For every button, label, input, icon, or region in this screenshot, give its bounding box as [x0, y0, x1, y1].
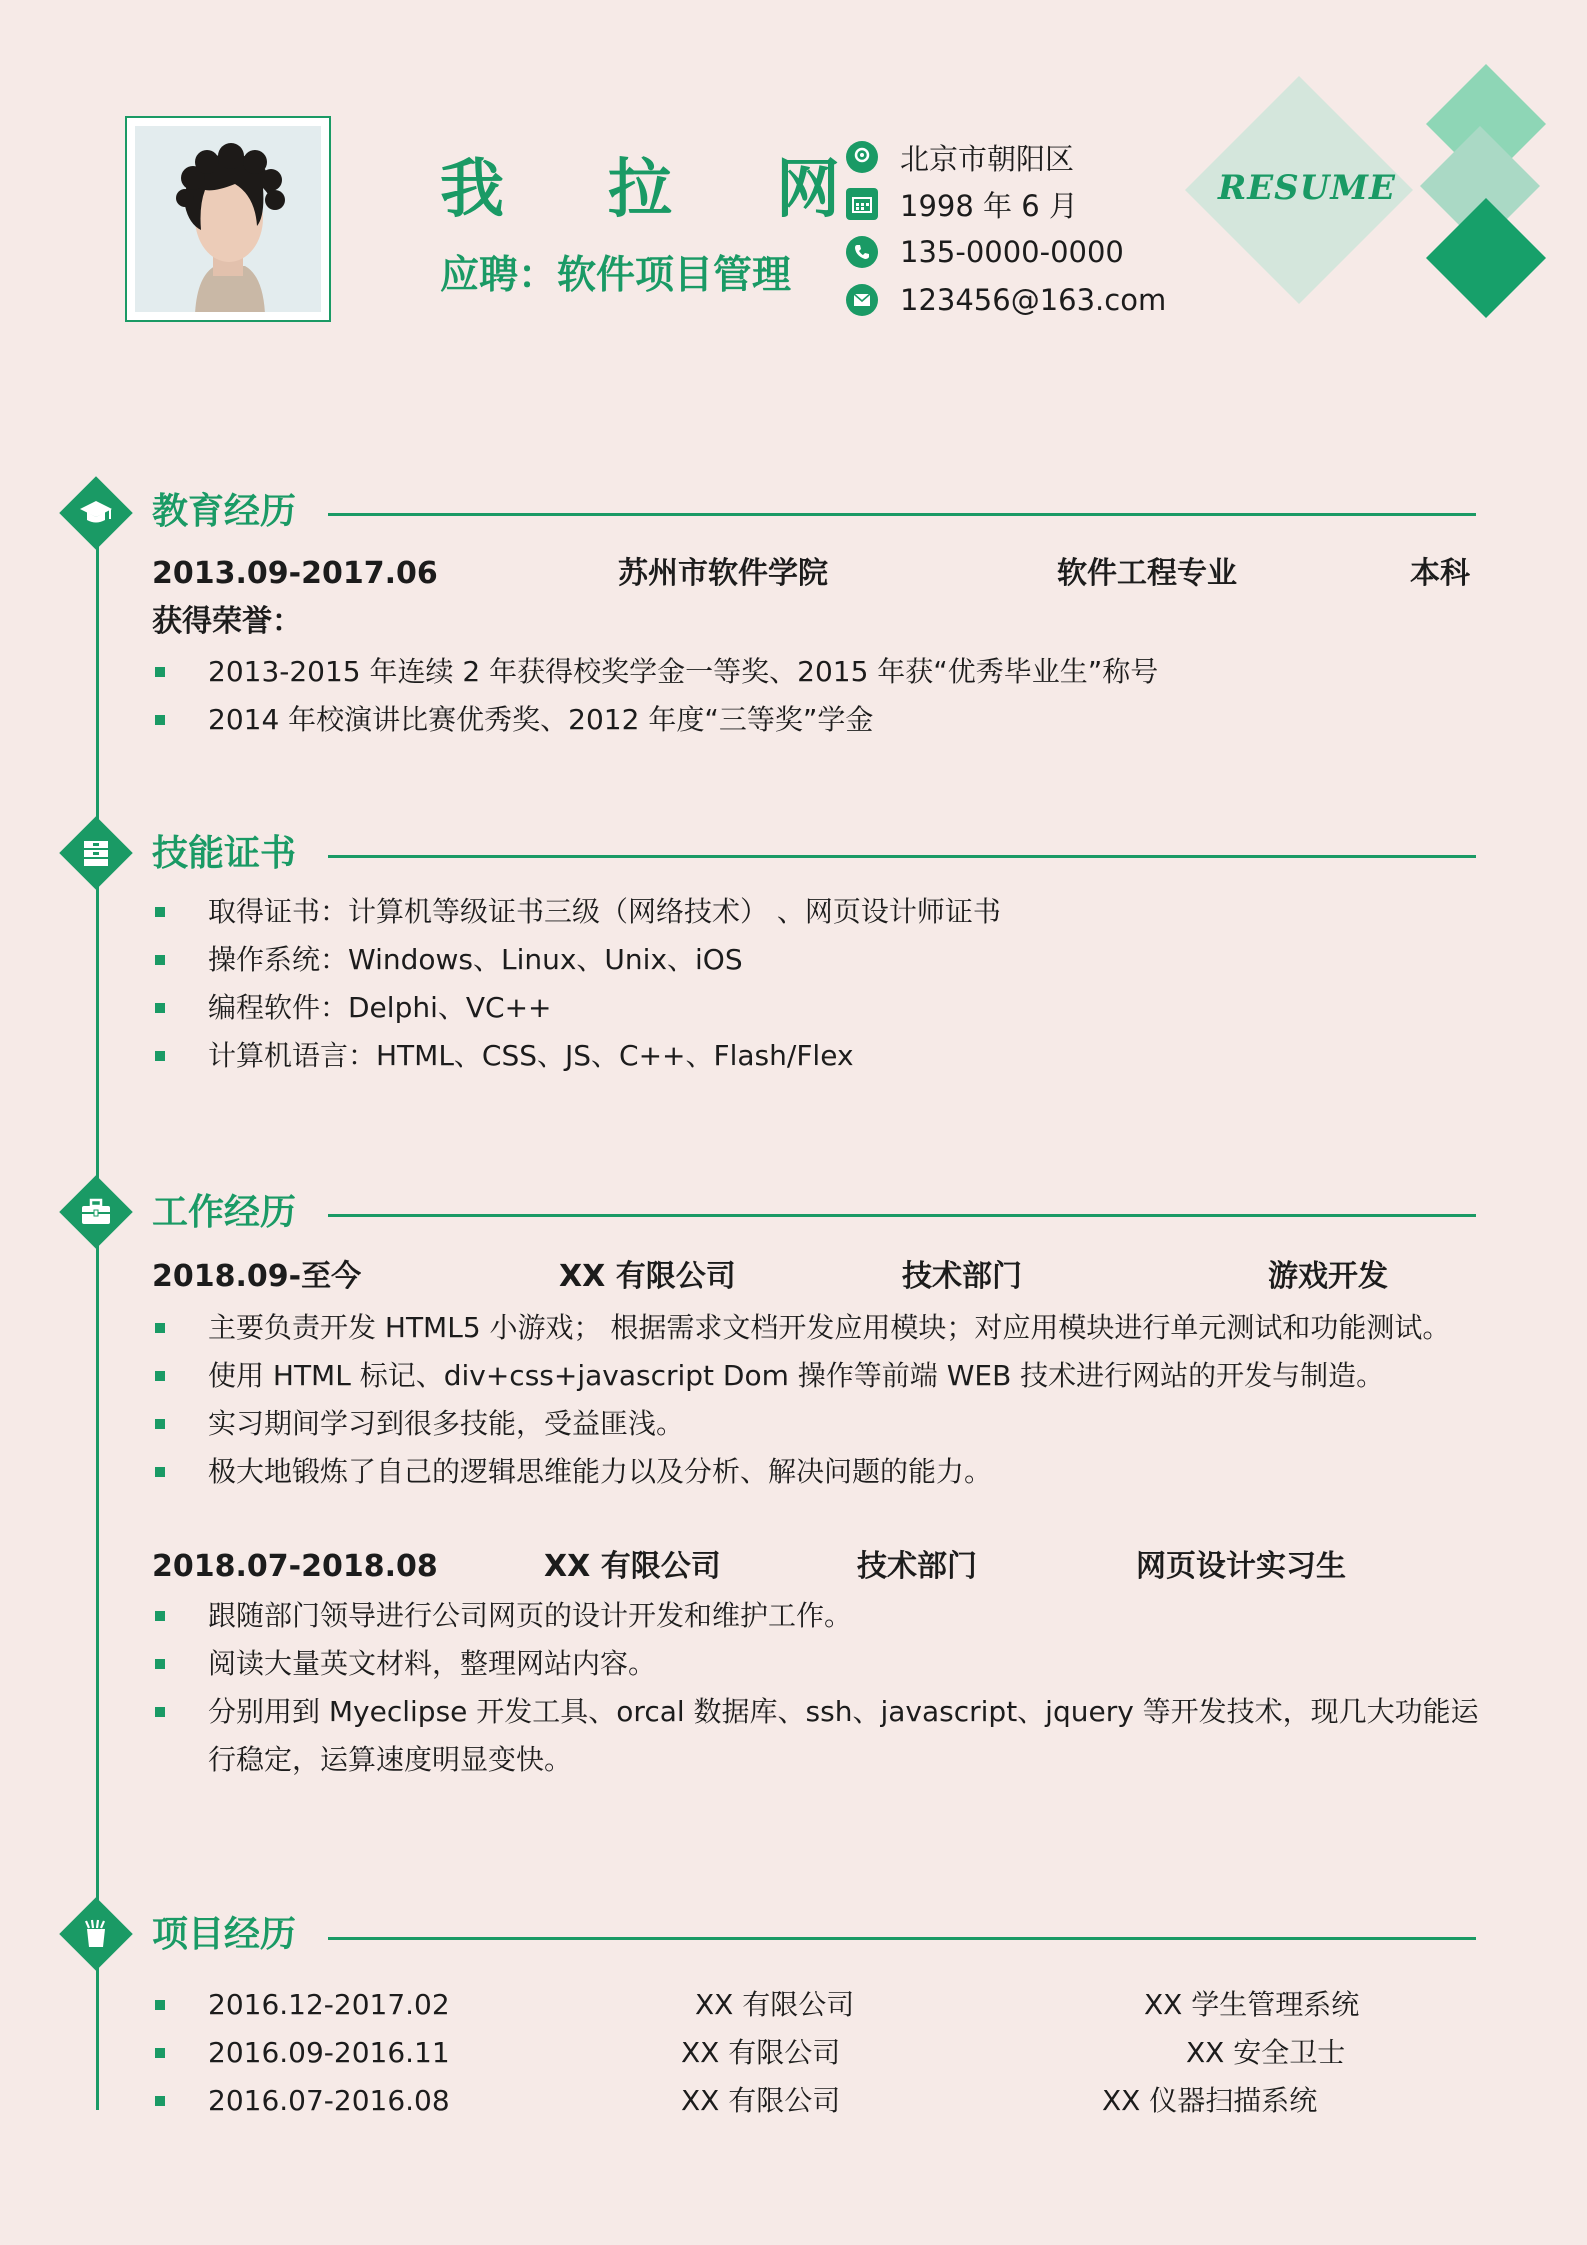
- project-company: XX 有限公司: [681, 2036, 841, 2069]
- bullet-icon: [155, 1003, 165, 1013]
- graduation-cap-icon: [70, 487, 122, 539]
- project-name: XX 安全卫士: [1186, 2036, 1346, 2069]
- section-title-work: 工作经历: [152, 1191, 297, 1233]
- candidate-name: [440, 150, 840, 230]
- bullet-icon: [155, 1467, 165, 1477]
- bullet-icon: [155, 907, 165, 917]
- contact-address: [846, 133, 1074, 181]
- bullet-icon: [155, 1323, 165, 1333]
- project-name: XX 学生管理系统: [1144, 1988, 1360, 2021]
- section-title-education: 教育经历: [152, 490, 297, 532]
- job-duty: 分别用到 Myeclipse 开发工具、orcal 数据库、ssh、javascript、jquery 等开发技术，现几大功能运行稳定，运算速度明显变快。: [208, 1695, 1479, 1776]
- skill-item: 操作系统：Windows、Linux、Unix、iOS: [208, 943, 743, 976]
- project-name: XX 仪器扫描系统: [1102, 2084, 1318, 2117]
- bullet-icon: [155, 1659, 165, 1669]
- bullet-icon: [155, 715, 165, 725]
- profile-photo-frame: [125, 116, 331, 322]
- job-duty: 实习期间学习到很多技能，受益匪浅。: [208, 1407, 685, 1440]
- section-divider: [328, 1214, 1476, 1217]
- project-company: XX 有限公司: [695, 1988, 855, 2021]
- job-role: 游戏开发: [1268, 1259, 1388, 1294]
- job-company: XX 有限公司: [559, 1259, 736, 1294]
- skill-item: 编程软件：Delphi、VC++: [208, 991, 552, 1024]
- job-dept: 技术部门: [857, 1549, 977, 1584]
- contact-text: 123456@163.com: [900, 283, 1167, 317]
- bullet-icon: [155, 2000, 165, 2010]
- bullet-icon: [155, 2096, 165, 2106]
- bullet-icon: [155, 667, 165, 677]
- contact-birth: [846, 180, 1078, 228]
- honor-item: 2013-2015 年连续 2 年获得校奖学金一等奖、2015 年获“优秀毕业生”称号: [208, 655, 1159, 688]
- project-period: 2016.12-2017.02: [208, 1988, 450, 2021]
- contact-phone: [846, 228, 1124, 276]
- phone-icon: [846, 236, 878, 268]
- job-company: XX 有限公司: [544, 1549, 721, 1584]
- skill-item: 取得证书：计算机等级证书三级（网络技术） 、网页设计师证书: [208, 895, 1001, 928]
- honor-item: 2014 年校演讲比赛优秀奖、2012 年度“三等奖”学金: [208, 703, 874, 736]
- bullet-icon: [155, 955, 165, 965]
- edu-major: 软件工程专业: [1057, 556, 1237, 591]
- certificate-stack-icon: [70, 827, 122, 879]
- contact-text: 1998 年 6 月: [900, 188, 1078, 223]
- trophy-cup-icon: [70, 1908, 122, 1960]
- project-period: 2016.09-2016.11: [208, 2036, 450, 2069]
- contact-text: 135-0000-0000: [900, 235, 1124, 269]
- edu-period: 2013.09-2017.06: [152, 556, 438, 591]
- job-duty: 阅读大量英文材料，整理网站内容。: [208, 1647, 657, 1680]
- contact-email: [846, 276, 1166, 324]
- section-title-projects: 项目经历: [152, 1913, 297, 1955]
- skill-item: 计算机语言：HTML、CSS、JS、C++、Flash/Flex: [208, 1039, 854, 1072]
- name-char: 我: [440, 152, 504, 227]
- name-char: 拉: [608, 152, 672, 227]
- name-char: 网: [776, 152, 840, 227]
- bullet-icon: [155, 1707, 165, 1717]
- resume-label: RESUME: [1218, 168, 1396, 208]
- job-duty: 主要负责开发 HTML5 小游戏； 根据需求文档开发应用模块；对应用模块进行单元测试和功能测试。: [208, 1311, 1451, 1344]
- edu-honors-label: 获得荣誉：: [152, 604, 302, 639]
- profile-photo: [135, 126, 321, 312]
- job-duty: 使用 HTML 标记、div+css+javascript Dom 操作等前端 WEB 技术进行网站的开发与制造。: [208, 1359, 1385, 1392]
- job-title: 应聘：软件项目管理: [440, 253, 792, 298]
- location-pin-icon: [846, 141, 878, 173]
- bullet-icon: [155, 1051, 165, 1061]
- section-divider: [328, 513, 1476, 516]
- section-divider: [328, 1937, 1476, 1940]
- job-period: 2018.09-至今: [152, 1259, 362, 1294]
- section-title-skills: 技能证书: [152, 832, 297, 874]
- bullet-icon: [155, 1611, 165, 1621]
- bullet-icon: [155, 1419, 165, 1429]
- project-period: 2016.07-2016.08: [208, 2084, 450, 2117]
- job-duty: 极大地锻炼了自己的逻辑思维能力以及分析、解决问题的能力。: [208, 1455, 993, 1488]
- contact-text: 北京市朝阳区: [900, 141, 1075, 176]
- bullet-icon: [155, 1371, 165, 1381]
- briefcase-icon: [70, 1186, 122, 1238]
- project-company: XX 有限公司: [681, 2084, 841, 2117]
- section-divider: [328, 855, 1476, 858]
- job-dept: 技术部门: [902, 1259, 1022, 1294]
- edu-school: 苏州市软件学院: [618, 556, 828, 591]
- portrait-image: [135, 126, 321, 312]
- job-period: 2018.07-2018.08: [152, 1549, 438, 1584]
- bullet-icon: [155, 2048, 165, 2058]
- timeline-line: [96, 520, 99, 2110]
- edu-degree: 本科: [1410, 556, 1470, 591]
- job-duty: 跟随部门领导进行公司网页的设计开发和维护工作。: [208, 1599, 853, 1632]
- envelope-icon: [846, 284, 878, 316]
- calendar-icon: [846, 188, 878, 220]
- job-role: 网页设计实习生: [1136, 1549, 1346, 1584]
